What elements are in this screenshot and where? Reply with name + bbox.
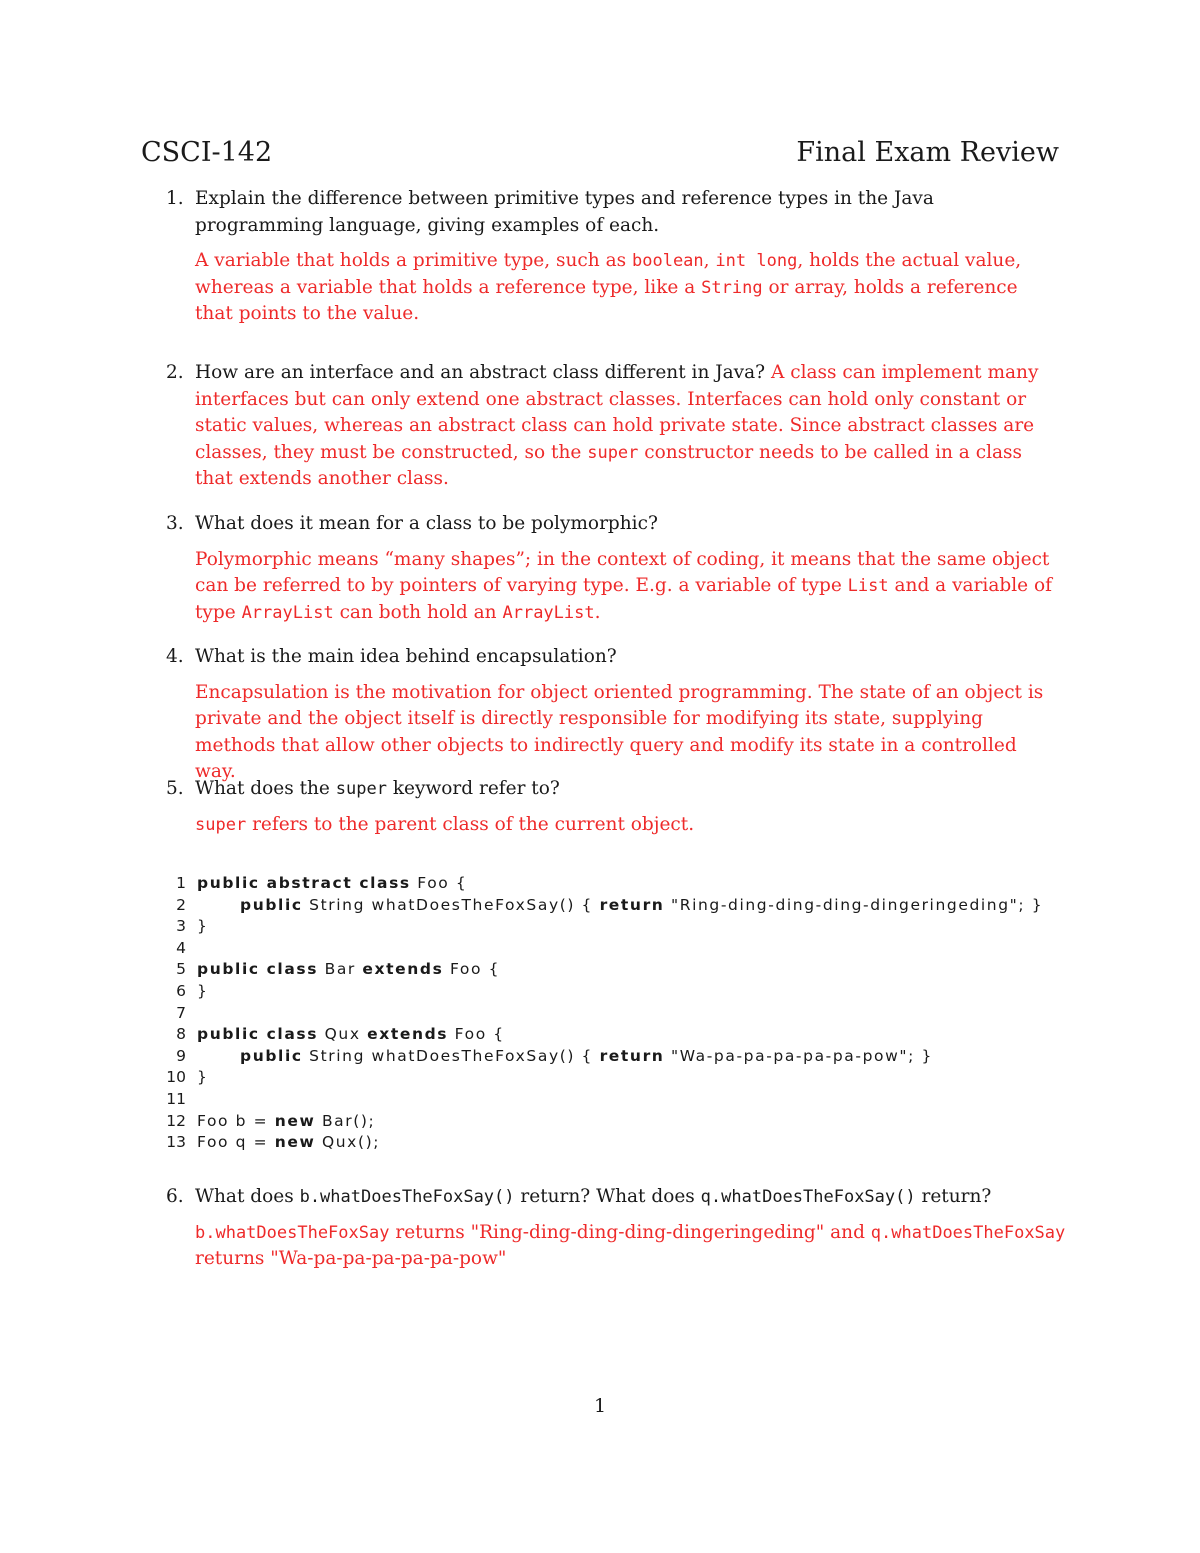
code-line: 1 public abstract class Foo { <box>164 873 1144 895</box>
code-line: 3 } <box>164 916 1144 938</box>
question-text: What is the main idea behind encapsulation? <box>195 646 617 667</box>
question-2 <box>166 360 1060 493</box>
question-number: 3. <box>166 513 184 534</box>
code-line: 13 Foo q = new Qux(); <box>164 1132 1144 1154</box>
line-number: 5 <box>176 960 186 979</box>
code-line <box>164 938 1144 960</box>
line-number: 1 <box>176 874 186 892</box>
code-line: 9 public String whatDoesTheFoxSay() { return "Wa-pa-pa-pa-pa-pa-pow"; } <box>164 1046 1144 1068</box>
code-line: 2 public String whatDoesTheFoxSay() { return "Ring-ding-ding-ding-dingeringeding"; } <box>164 895 1144 917</box>
document-title: Final Exam Review <box>796 137 1059 168</box>
line-number: 12 <box>166 1111 186 1130</box>
code-line: 10 } <box>164 1067 1144 1089</box>
code-line: 6 } <box>164 981 1144 1003</box>
question-text: How are an interface and an abstract class different in Java? A class can implement many interfaces but can only extend one abstract classes. Interfaces can hold only constant or static values, whereas an abstract class can hold private state. Since abstract classes are classes, they must be constructed, so the super constructor needs to be called in a class that extends another class. <box>195 362 1039 490</box>
question-number: 4. <box>166 646 184 667</box>
line-number: 3 <box>176 917 186 936</box>
question-number: 6. <box>166 1186 184 1207</box>
line-number: 2 <box>176 895 186 914</box>
answer-text: b.whatDoesTheFoxSay returns "Ring-ding-ding-ding-dingeringeding" and q.whatDoesTheFoxSay returns "Wa-pa-pa-pa-pa-pa-pow" <box>195 1221 1066 1270</box>
question-text: What does b.whatDoesTheFoxSay() return? What does q.whatDoesTheFoxSay() return? <box>195 1186 992 1207</box>
code-listing <box>164 873 1144 1154</box>
line-number: 13 <box>166 1133 186 1152</box>
question-number: 5. <box>166 778 184 799</box>
code-line: 5 public class Bar extends Foo { <box>164 959 1144 981</box>
page-number: 1 <box>593 1395 607 1417</box>
answer-text: Polymorphic means “many shapes”; in the context of coding, it means that the same object can be referred to by pointers of varying type. E.g. a variable of type List and a variable of type ArrayList can both hold an ArrayList. <box>195 548 1052 623</box>
course-code: CSCI-142 <box>141 137 273 168</box>
question-6 <box>166 1184 1096 1273</box>
question-1 <box>166 186 1060 328</box>
line-number: 4 <box>176 938 186 957</box>
question-text: What does it mean for a class to be polymorphic? <box>195 513 658 534</box>
code-line: 12 Foo b = new Bar(); <box>164 1111 1144 1133</box>
code-line <box>164 1089 1144 1111</box>
answer-text: Encapsulation is the motivation for object oriented programming. The state of an object is private and the object itself is directly responsible for modifying its state, supplying methods that allow other objects to indirectly query and modify its state in a controlled way. <box>195 681 1044 783</box>
line-number: 7 <box>176 1003 186 1022</box>
question-text: Explain the difference between primitive types and reference types in the Java programming language, giving examples of each. <box>195 188 934 236</box>
code-line <box>164 1003 1144 1025</box>
line-number: 6 <box>176 981 186 1000</box>
line-number: 9 <box>176 1046 186 1065</box>
question-5 <box>166 776 1060 838</box>
question-number: 1. <box>166 188 184 209</box>
question-text: What does the super keyword refer to? <box>195 778 560 799</box>
answer-text: A variable that holds a primitive type, such as boolean, int long, holds the actual value, whereas a variable that holds a reference type, like a String or array, holds a reference that points to the value. <box>195 250 1022 325</box>
answer-text: A class can implement many interfaces but can only extend one abstract classes. Interfaces can hold only constant or static values, whereas an abstract class can hold private state. Since abstract classes are classes, they must be constructed, so the super constructor needs to be called in a class that extends another class. <box>195 362 1039 490</box>
question-3 <box>166 511 1060 626</box>
code-line: 8 public class Qux extends Foo { <box>164 1024 1144 1046</box>
line-number: 11 <box>166 1089 186 1108</box>
line-number: 8 <box>176 1025 186 1044</box>
question-number: 2. <box>166 362 184 383</box>
line-number: 10 <box>166 1068 186 1087</box>
question-4 <box>166 644 1060 786</box>
answer-text: super refers to the parent class of the current object. <box>195 813 695 835</box>
